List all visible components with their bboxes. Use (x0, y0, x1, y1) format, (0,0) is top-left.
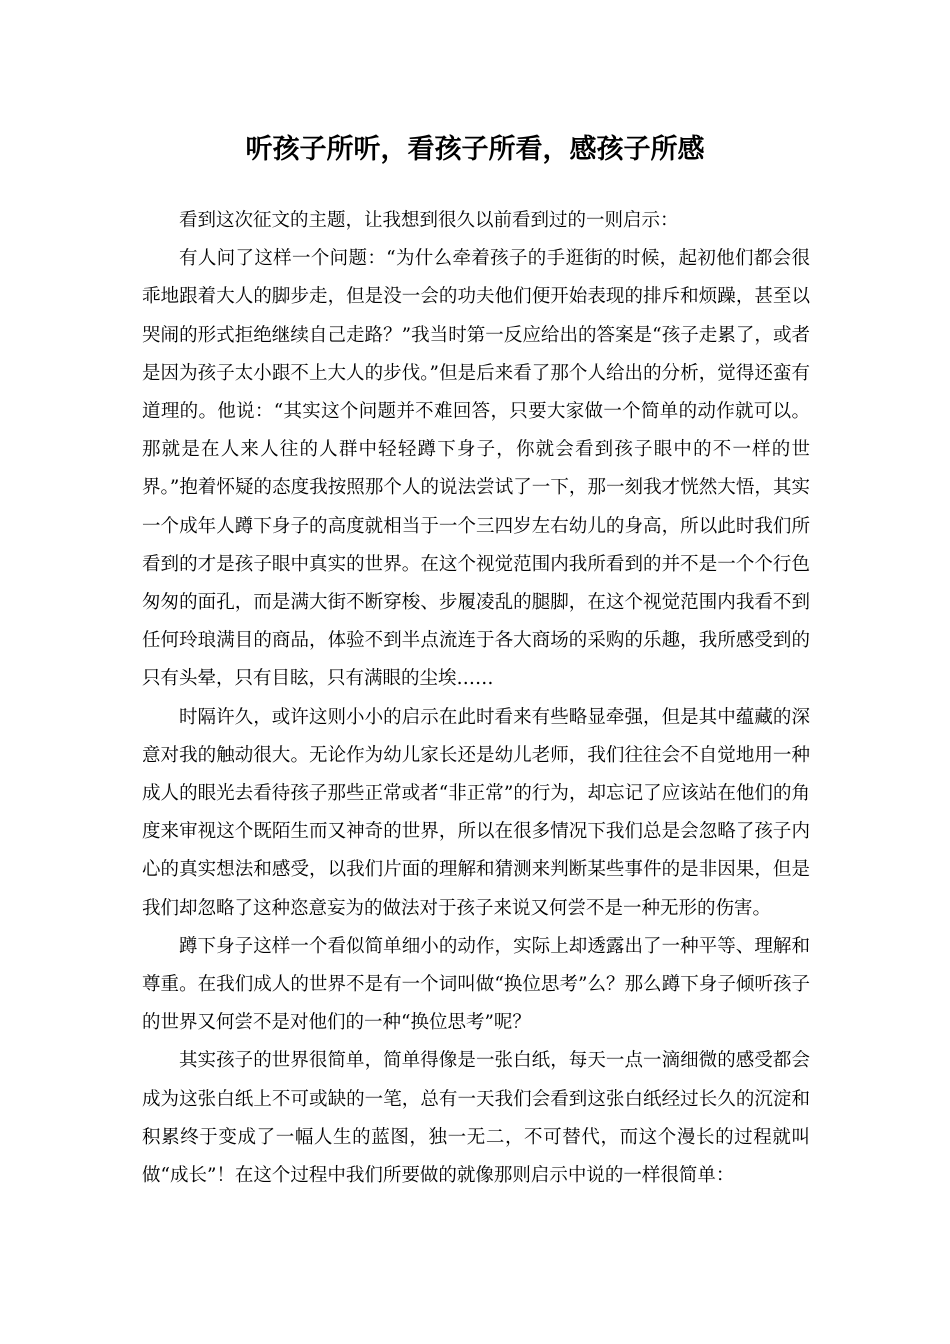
paragraph-3: 时隔许久，或许这则小小的启示在此时看来有些略显牵强，但是其中蕴藏的深意对我的触动很大。无论作为幼儿家长还是幼儿老师，我们往往会不自觉地用一种成人的眼光去看待孩子那些正常或者“非正常”的行为，却忘记了应该站在他们的角度来审视这个既陌生而又神奇的世界，所以在很多情况下我们总是会忽略了孩子内心的真实想法和感受，以我们片面的理解和猜测来判断某些事件的是非因果，但是我们却忽略了这种恣意妄为的做法对于孩子来说又何尝不是一种无形的伤害。 (142, 706, 810, 919)
document-body (142, 202, 810, 1195)
paragraph-5: 其实孩子的世界很简单，简单得像是一张白纸，每天一点一滴细微的感受都会成为这张白纸上不可或缺的一笔，总有一天我们会看到这张白纸经过长久的沉淀和积累终于变成了一幅人生的蓝图，独一无二，不可替代，而这个漫长的过程就叫做“成长”！在这个过程中我们所要做的就像那则启示中说的一样很简单： (142, 1050, 810, 1187)
paragraph-4: 蹲下身子这样一个看似简单细小的动作，实际上却透露出了一种平等、理解和尊重。在我们成人的世界不是有一个词叫做“换位思考”么？那么蹲下身子倾听孩子的世界又何尝不是对他们的一种“换位思考”呢？ (142, 935, 810, 1034)
paragraph-1: 看到这次征文的主题，让我想到很久以前看到过的一则启示： (179, 210, 679, 231)
document-title: 听孩子所听，看孩子所看，感孩子所感 (245, 134, 705, 165)
paragraph-2: 有人问了这样一个问题：“为什么牵着孩子的手逛街的时候，起初他们都会很乖地跟着大人的脚步走，但是没一会的功夫他们便开始表现的排斥和烦躁，甚至以哭闹的形式拒绝继续自己走路？”我当时第一反应给出的答案是“孩子走累了，或者是因为孩子太小跟不上大人的步伐。”但是后来看了那个人给出的分析，觉得还蛮有道理的。他说：“其实这个问题并不难回答，只要大家做一个简单的动作就可以。那就是在人来人往的人群中轻轻蹲下身子，你就会看到孩子眼中的不一样的世界。”抱着怀疑的态度我按照那个人的说法尝试了一下，那一刻我才恍然大悟，其实一个成年人蹲下身子的高度就相当于一个三四岁左右幼儿的身高，所以此时我们所看到的才是孩子眼中真实的世界。在这个视觉范围内我所看到的并不是一个个行色匆匆的面孔，而是满大街不断穿梭、步履凌乱的腿脚，在这个视觉范围内我看不到任何玲琅满目的商品，体验不到半点流连于各大商场的采购的乐趣，我所感受到的只有头晕，只有目眩，只有满眼的尘埃…… (142, 248, 810, 690)
